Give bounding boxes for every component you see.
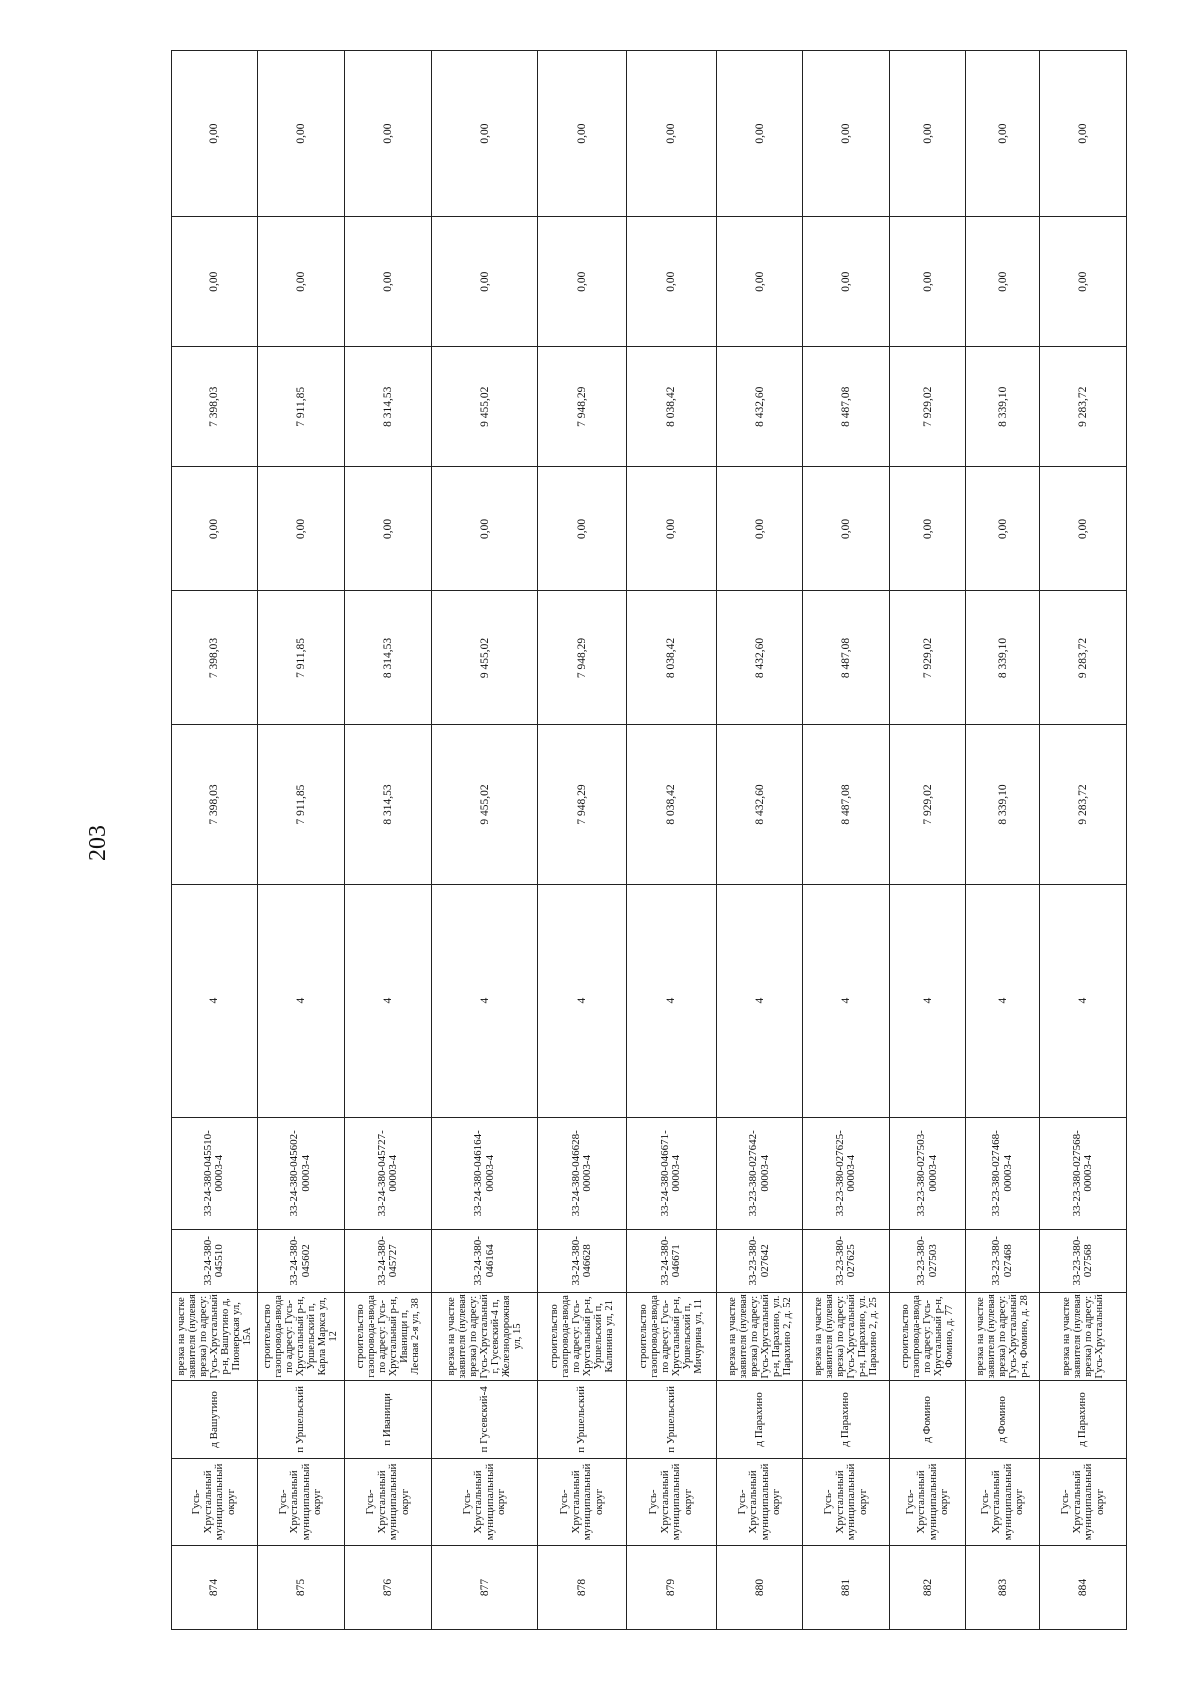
locality-cell: д Фомино — [890, 1380, 966, 1458]
amount-cell: 8 314,53 — [345, 725, 432, 884]
district-cell: Гусь-Хрустальный муниципальный округ — [538, 1458, 627, 1545]
work-description-cell: врезка на участке заявителя (нулевая врезка) по адресу: Гусь-Хрустальный р-н, Парахино, ул. Парахино 2, д. 25 — [803, 1292, 890, 1380]
row-number: 879 — [627, 1545, 717, 1629]
work-description-cell: врезка на участке заявителя (нулевая врезка) по адресу: Гусь-Хрустальный р-н, Парахино, ул. Парахино 2, д. 52 — [716, 1292, 803, 1380]
contract-code-cell: 33-23-380-027642-00003-4 — [716, 1117, 803, 1229]
table-row — [345, 51, 432, 1630]
amount-cell: 8 339,10 — [966, 591, 1040, 725]
table-row — [431, 51, 537, 1630]
row-number: 876 — [345, 1545, 432, 1629]
object-code-cell: 33-23-380-027503 — [890, 1229, 966, 1292]
amount-cell: 7 911,85 — [257, 725, 345, 884]
category-cell: 4 — [716, 884, 803, 1117]
amount-cell: 0,00 — [627, 217, 717, 347]
tariff-table — [171, 50, 1127, 1630]
amount-cell: 8 487,08 — [803, 347, 890, 467]
amount-cell: 0,00 — [172, 51, 258, 217]
amount-cell: 0,00 — [257, 467, 345, 591]
table-row — [627, 51, 717, 1630]
district-cell: Гусь-Хрустальный муниципальный округ — [172, 1458, 258, 1545]
amount-cell: 8 339,10 — [966, 347, 1040, 467]
row-number: 882 — [890, 1545, 966, 1629]
district-cell: Гусь-Хрустальный муниципальный округ — [890, 1458, 966, 1545]
work-description-cell: врезка на участке заявителя (нулевая врезка) по адресу: Гусь-Хрустальный — [1040, 1292, 1127, 1380]
locality-cell: п Уршельский — [627, 1380, 717, 1458]
table-row — [716, 51, 803, 1630]
amount-cell: 7 911,85 — [257, 591, 345, 725]
category-cell: 4 — [257, 884, 345, 1117]
amount-cell: 7 911,85 — [257, 347, 345, 467]
category-cell: 4 — [627, 884, 717, 1117]
amount-cell: 0,00 — [345, 51, 432, 217]
amount-cell: 7 398,03 — [172, 347, 258, 467]
amount-cell: 0,00 — [538, 51, 627, 217]
object-code-cell: 33-23-380-027568 — [1040, 1229, 1127, 1292]
amount-cell: 0,00 — [803, 467, 890, 591]
amount-cell: 7 948,29 — [538, 725, 627, 884]
amount-cell: 0,00 — [538, 217, 627, 347]
category-cell: 4 — [345, 884, 432, 1117]
amount-cell: 0,00 — [803, 51, 890, 217]
row-number: 883 — [966, 1545, 1040, 1629]
contract-code-cell: 33-23-380-027568-00003-4 — [1040, 1117, 1127, 1229]
row-number: 877 — [431, 1545, 537, 1629]
locality-cell: д Фомино — [966, 1380, 1040, 1458]
row-number: 880 — [716, 1545, 803, 1629]
district-cell: Гусь-Хрустальный муниципальный округ — [716, 1458, 803, 1545]
work-description-cell: врезка на участке заявителя (нулевая врезка) по адресу: Гусь-Хрустальный р-н, Вашутино д, Пионерская ул, 15А — [172, 1292, 258, 1380]
amount-cell: 0,00 — [627, 51, 717, 217]
table-row — [890, 51, 966, 1630]
amount-cell: 7 398,03 — [172, 725, 258, 884]
amount-cell: 0,00 — [966, 467, 1040, 591]
district-cell: Гусь-Хрустальный муниципальный округ — [627, 1458, 717, 1545]
category-cell: 4 — [803, 884, 890, 1117]
contract-code-cell: 33-24-380-045510-00003-4 — [172, 1117, 258, 1229]
amount-cell: 0,00 — [538, 467, 627, 591]
contract-code-cell: 33-24-380-046628-00003-4 — [538, 1117, 627, 1229]
object-code-cell: 33-24-380-046164 — [431, 1229, 537, 1292]
amount-cell: 7 948,29 — [538, 347, 627, 467]
amount-cell: 8 314,53 — [345, 347, 432, 467]
amount-cell: 9 455,02 — [431, 591, 537, 725]
row-number: 881 — [803, 1545, 890, 1629]
district-cell: Гусь-Хрустальный муниципальный округ — [1040, 1458, 1127, 1545]
amount-cell: 0,00 — [803, 217, 890, 347]
work-description-cell: врезка на участке заявителя (нулевая врезка) по адресу: Гусь-Хрустальный г, Гусевский-4 п, Железнодорожная ул, 15 — [431, 1292, 537, 1380]
amount-cell: 9 283,72 — [1040, 591, 1127, 725]
amount-cell: 0,00 — [431, 217, 537, 347]
district-cell: Гусь-Хрустальный муниципальный округ — [966, 1458, 1040, 1545]
row-number: 875 — [257, 1545, 345, 1629]
object-code-cell: 33-23-380-027468 — [966, 1229, 1040, 1292]
object-code-cell: 33-24-380-045602 — [257, 1229, 345, 1292]
contract-code-cell: 33-23-380-027625-00003-4 — [803, 1117, 890, 1229]
work-description-cell: строительство газопровода-ввода по адресу: Гусь-Хрустальный р-н, Уршельский п, Карла Маркса ул, 12 — [257, 1292, 345, 1380]
locality-cell: п Уршельский — [538, 1380, 627, 1458]
amount-cell: 0,00 — [1040, 217, 1127, 347]
work-description-cell: врезка на участке заявителя (нулевая врезка) по адресу: Гусь-Хрустальный р-н, Фомино, д. 28 — [966, 1292, 1040, 1380]
object-code-cell: 33-23-380-027642 — [716, 1229, 803, 1292]
amount-cell: 0,00 — [431, 467, 537, 591]
object-code-cell: 33-24-380-045510 — [172, 1229, 258, 1292]
amount-cell: 0,00 — [716, 217, 803, 347]
district-cell: Гусь-Хрустальный муниципальный округ — [257, 1458, 345, 1545]
amount-cell: 9 283,72 — [1040, 347, 1127, 467]
amount-cell: 7 948,29 — [538, 591, 627, 725]
amount-cell: 8 487,08 — [803, 725, 890, 884]
locality-cell: п Гусевский-4 — [431, 1380, 537, 1458]
amount-cell: 0,00 — [890, 217, 966, 347]
amount-cell: 0,00 — [172, 467, 258, 591]
amount-cell: 8 432,60 — [716, 591, 803, 725]
object-code-cell: 33-24-380-046671 — [627, 1229, 717, 1292]
object-code-cell: 33-24-380-045727 — [345, 1229, 432, 1292]
locality-cell: д Парахино — [716, 1380, 803, 1458]
table-row — [538, 51, 627, 1630]
amount-cell: 9 455,02 — [431, 347, 537, 467]
amount-cell: 8 432,60 — [716, 347, 803, 467]
row-number: 874 — [172, 1545, 258, 1629]
amount-cell: 0,00 — [627, 467, 717, 591]
row-number: 884 — [1040, 1545, 1127, 1629]
amount-cell: 8 432,60 — [716, 725, 803, 884]
amount-cell: 9 283,72 — [1040, 725, 1127, 884]
amount-cell: 0,00 — [966, 51, 1040, 217]
category-cell: 4 — [966, 884, 1040, 1117]
table-row — [257, 51, 345, 1630]
category-cell: 4 — [890, 884, 966, 1117]
amount-cell: 0,00 — [431, 51, 537, 217]
contract-code-cell: 33-24-380-046671-00003-4 — [627, 1117, 717, 1229]
amount-cell: 7 398,03 — [172, 591, 258, 725]
locality-cell: д Парахино — [803, 1380, 890, 1458]
page-number: 203 — [85, 825, 111, 861]
contract-code-cell: 33-24-380-046164-00003-4 — [431, 1117, 537, 1229]
amount-cell: 0,00 — [345, 217, 432, 347]
object-code-cell: 33-24-380-046628 — [538, 1229, 627, 1292]
contract-code-cell: 33-23-380-027503-00003-4 — [890, 1117, 966, 1229]
amount-cell: 8 339,10 — [966, 725, 1040, 884]
amount-cell: 0,00 — [257, 217, 345, 347]
amount-cell: 0,00 — [1040, 467, 1127, 591]
amount-cell: 8 487,08 — [803, 591, 890, 725]
category-cell: 4 — [1040, 884, 1127, 1117]
amount-cell: 8 038,42 — [627, 725, 717, 884]
amount-cell: 0,00 — [257, 51, 345, 217]
category-cell: 4 — [172, 884, 258, 1117]
table-row — [803, 51, 890, 1630]
amount-cell: 0,00 — [1040, 51, 1127, 217]
amount-cell: 0,00 — [890, 467, 966, 591]
amount-cell: 8 314,53 — [345, 591, 432, 725]
locality-cell: п Уршельский — [257, 1380, 345, 1458]
contract-code-cell: 33-23-380-027468-00003-4 — [966, 1117, 1040, 1229]
amount-cell: 0,00 — [716, 467, 803, 591]
contract-code-cell: 33-24-380-045602-00003-4 — [257, 1117, 345, 1229]
amount-cell: 7 929,02 — [890, 347, 966, 467]
locality-cell: д Вашутино — [172, 1380, 258, 1458]
work-description-cell: строительство газопровода-ввода по адресу: Гусь-Хрустальный р-н, Уршельский п, Калинина ул, 21 — [538, 1292, 627, 1380]
amount-cell: 7 929,02 — [890, 591, 966, 725]
work-description-cell: строительство газопровода-ввода по адресу: Гусь-Хрустальный р-н, Иванищи п, Лесная 2-я ул, 38 — [345, 1292, 432, 1380]
district-cell: Гусь-Хрустальный муниципальный округ — [431, 1458, 537, 1545]
locality-cell: п Иванищи — [345, 1380, 432, 1458]
amount-cell: 8 038,42 — [627, 591, 717, 725]
table-row — [1040, 51, 1127, 1630]
contract-code-cell: 33-24-380-045727-00003-4 — [345, 1117, 432, 1229]
amount-cell: 0,00 — [172, 217, 258, 347]
amount-cell: 0,00 — [716, 51, 803, 217]
work-description-cell: строительство газопровода-ввода по адресу: Гусь-Хрустальный р-н, Фомино, д. 77 — [890, 1292, 966, 1380]
district-cell: Гусь-Хрустальный муниципальный округ — [803, 1458, 890, 1545]
district-cell: Гусь-Хрустальный муниципальный округ — [345, 1458, 432, 1545]
amount-cell: 0,00 — [966, 217, 1040, 347]
table-row — [966, 51, 1040, 1630]
locality-cell: д Парахино — [1040, 1380, 1127, 1458]
work-description-cell: строительство газопровода-ввода по адресу: Гусь-Хрустальный р-н, Уршельский п, Мичурина ул, 11 — [627, 1292, 717, 1380]
table-row — [172, 51, 258, 1630]
amount-cell: 7 929,02 — [890, 725, 966, 884]
amount-cell: 0,00 — [345, 467, 432, 591]
row-number: 878 — [538, 1545, 627, 1629]
amount-cell: 0,00 — [890, 51, 966, 217]
category-cell: 4 — [431, 884, 537, 1117]
category-cell: 4 — [538, 884, 627, 1117]
object-code-cell: 33-23-380-027625 — [803, 1229, 890, 1292]
amount-cell: 8 038,42 — [627, 347, 717, 467]
amount-cell: 9 455,02 — [431, 725, 537, 884]
